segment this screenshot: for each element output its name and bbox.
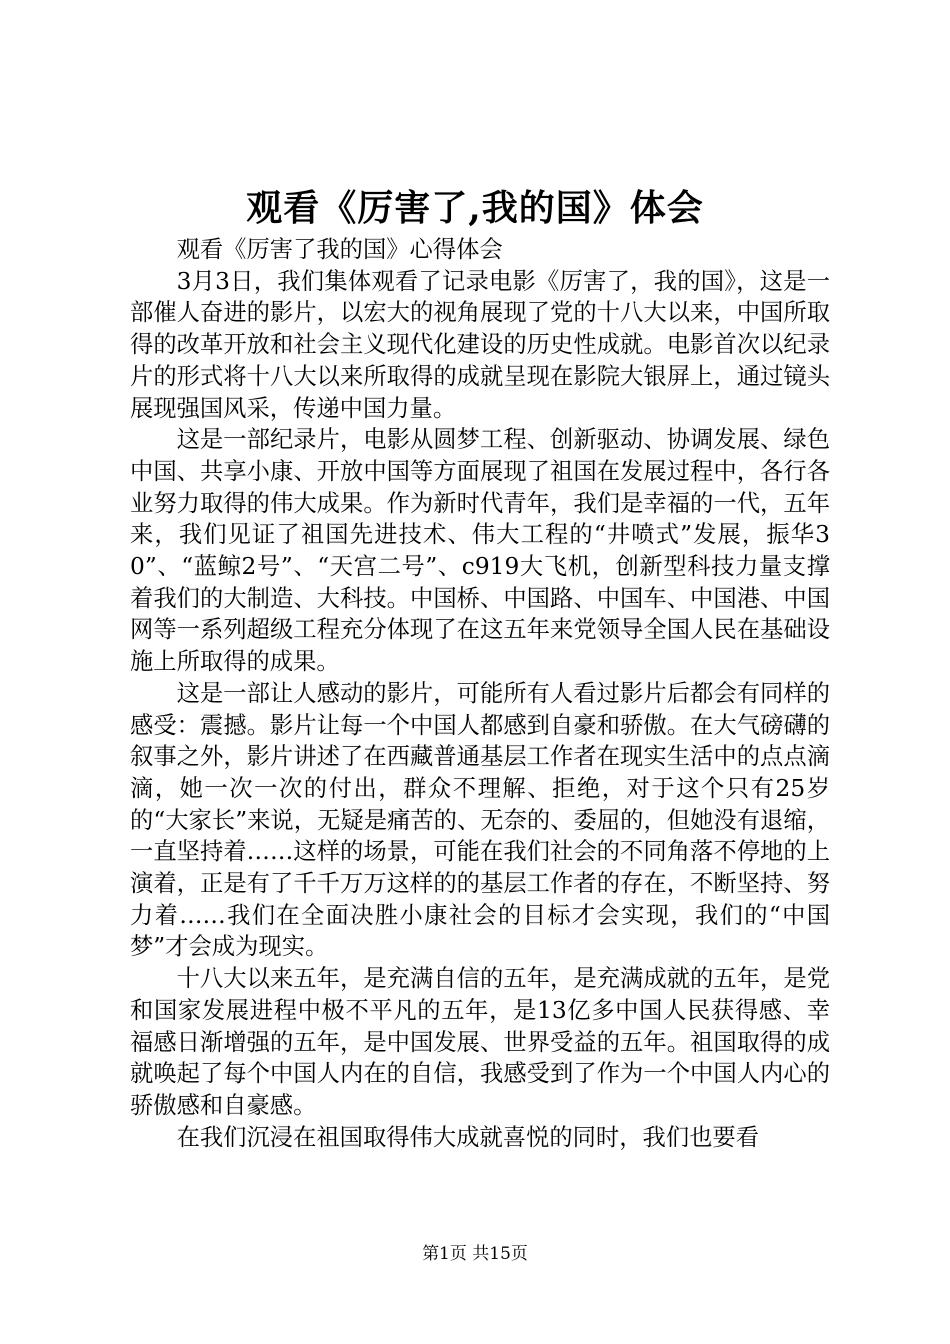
paragraph-5: 在我们沉浸在祖国取得伟大成就喜悦的同时，我们也要看 — [176, 1123, 760, 1151]
paragraph-2: 这是一部纪录片，电影从圆梦工程、创新驱动、协调发展、绿色中国、共享小康、开放中国等方面展现了祖国在发展过程中，各行各业努力取得的伟大成果。作为新时代青年，我们是幸福的一代，五年来，我们见证了祖国先进技术、伟大工程的“井喷式”发展，振华30”、“蓝鲸2号”、“天宫二号”、c919大飞机，创新型科技力量支撑着我们的大制造、大科技。中国桥、中国路、中国车、中国港、中国网等一系列超级工程充分体现了在这五年来党领导全国人民在基础设施上所取得的成果。 — [130, 426, 830, 676]
paragraph-3: 这是一部让人感动的影片，可能所有人看过影片后都会有同样的感受：震撼。影片让每一个中国人都感到自豪和骄傲。在大气磅礴的叙事之外，影片讲述了在西藏普通基层工作者在现实生活中的点点滴滴，她一次一次的付出，群众不理解、拒绝，对于这个只有25岁的“大家长”来说，无疑是痛苦的、无奈的、委屈的，但她没有退缩，一直坚持着……这样的场景，可能在我们社会的不同角落不停地的上演着，正是有了千千万万这样的的基层工作者的存在，不断坚持、努力着……我们在全面决胜小康社会的目标才会实现，我们的“中国梦”才会成为现实。 — [130, 679, 830, 961]
document-body — [130, 234, 830, 1153]
document-title: 观看《厉害了,我的国》体会 — [246, 187, 704, 229]
paragraph-4: 十八大以来五年，是充满自信的五年，是充满成就的五年，是党和国家发展进程中极不平凡的五年，是13亿多中国人民获得感、幸福感日渐增强的五年，是中国发展、世界受益的五年。祖国取得的成就唤起了每个中国人内在的自信，我感受到了作为一个中国人内心的骄傲感和自豪感。 — [130, 965, 830, 1119]
paragraph-subtitle: 观看《厉害了我的国》心得体会 — [176, 236, 503, 263]
page-footer: 第1页 共15页 — [422, 1244, 528, 1264]
paragraph-1: 3月3日，我们集体观看了记录电影《厉害了，我的国》，这是一部催人奋进的影片，以宏大的视角展现了党的十八大以来，中国所取得的改革开放和社会主义现代化建设的历史性成就。电影首次以纪录片的形式将十八大以来所取得的成就呈现在影院大银屏上，通过镜头展现强国风采，传递中国力量。 — [130, 267, 830, 422]
